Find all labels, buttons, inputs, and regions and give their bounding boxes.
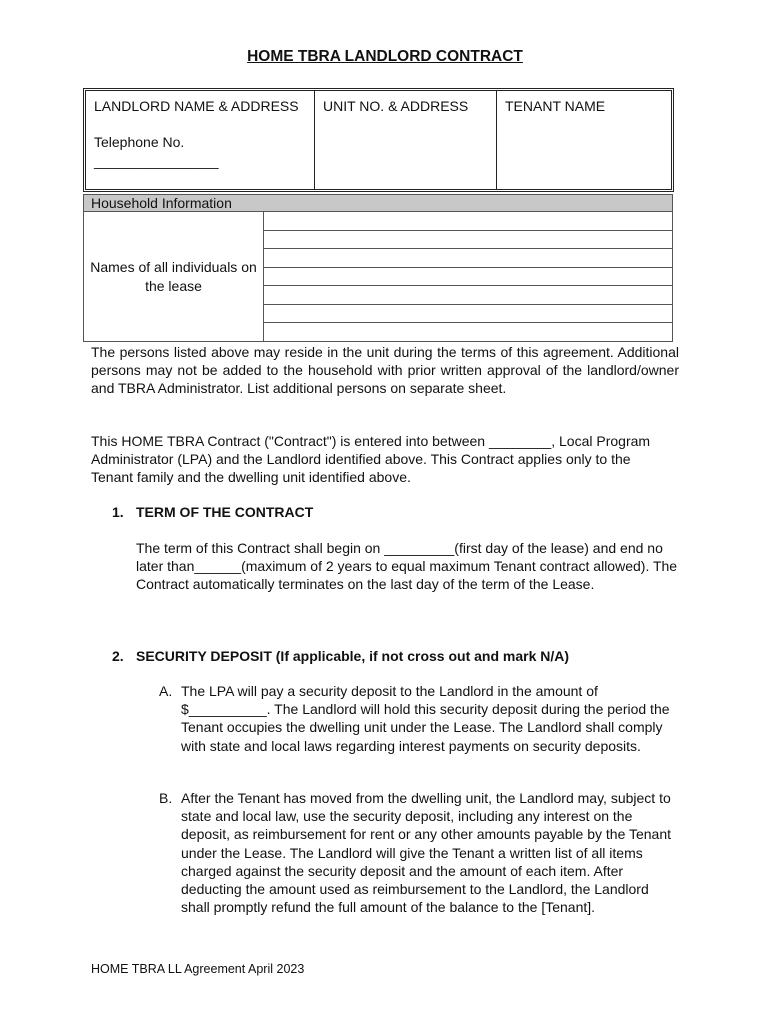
section-2b — [159, 789, 681, 916]
section-2-number: 2. — [112, 648, 124, 664]
section-2-title: SECURITY DEPOSIT (If applicable, if not cross out and mark N/A) — [136, 648, 570, 664]
persons-note: The persons listed above may reside in the unit during the terms of this agreement. Additional persons may not be added to the household with prior written approval of the landlord/owner and TBRA Administrator. List additional persons on separate sheet. — [91, 344, 679, 396]
names-label: Names of all individuals on the lease — [84, 212, 264, 341]
household-table — [83, 212, 673, 342]
section-2b-letter: B. — [159, 790, 173, 806]
landlord-label: LANDLORD NAME & ADDRESS — [94, 98, 299, 114]
tenant-label: TENANT NAME — [505, 98, 606, 114]
section-2a — [159, 682, 681, 755]
tenant-cell[interactable] — [497, 91, 671, 189]
household-name-field[interactable] — [264, 212, 672, 231]
section-1-heading — [112, 503, 313, 521]
page-title: HOME TBRA LANDLORD CONTRACT — [247, 48, 523, 65]
intro-paragraph: This HOME TBRA Contract ("Contract") is entered into between ________, Local Program Administrator (LPA) and the Landlord identified above. This Contract applies only to the Tenant family and the dwelling unit identified above. — [91, 433, 651, 485]
party-info-table — [83, 88, 674, 192]
section-2a-letter: A. — [159, 683, 173, 699]
landlord-cell[interactable] — [86, 91, 315, 189]
household-name-lines — [264, 212, 672, 341]
page-footer: HOME TBRA LL Agreement April 2023 — [91, 962, 305, 976]
section-2-heading — [112, 647, 569, 665]
household-name-field[interactable] — [264, 231, 672, 250]
household-name-field[interactable] — [264, 286, 672, 305]
section-2a-text: The LPA will pay a security deposit to the Landlord in the amount of $__________. The Landlord will hold this security deposit during the period the Tenant occupies the dwelling unit under the Lease. The Landlord shall comply with state and local laws regarding interest payments on security deposits. — [181, 683, 670, 754]
section-1-title: TERM OF THE CONTRACT — [136, 504, 314, 520]
telephone-blank[interactable]: ________________ — [94, 153, 219, 169]
unit-address-cell[interactable] — [315, 91, 497, 189]
household-name-field[interactable] — [264, 323, 672, 341]
telephone-label: Telephone No. — [94, 134, 185, 150]
unit-label: UNIT NO. & ADDRESS — [323, 98, 469, 114]
section-1-body: The term of this Contract shall begin on _________(first day of the lease) and end no later than______(maximum of 2 years to equal maximum Tenant contract allowed). The Contract automatically terminates on the last day of the term of the Lease. — [136, 540, 678, 592]
household-name-field[interactable] — [264, 268, 672, 287]
section-2b-text: After the Tenant has moved from the dwelling unit, the Landlord may, subject to state and local law, use the security deposit, including any interest on the deposit, as reimbursement for rent or any other amounts payable by the Tenant under the Lease. The Landlord will give the Tenant a written list of all items charged against the security deposit and the amount of each item. After deducting the amount used as reimbursement to the Landlord, the Landlord shall promptly refund the full amount of the balance to the [Tenant]. — [181, 790, 672, 916]
household-name-field[interactable] — [264, 249, 672, 268]
household-header: Household Information — [83, 194, 673, 212]
section-1-number: 1. — [112, 504, 124, 520]
household-name-field[interactable] — [264, 305, 672, 324]
